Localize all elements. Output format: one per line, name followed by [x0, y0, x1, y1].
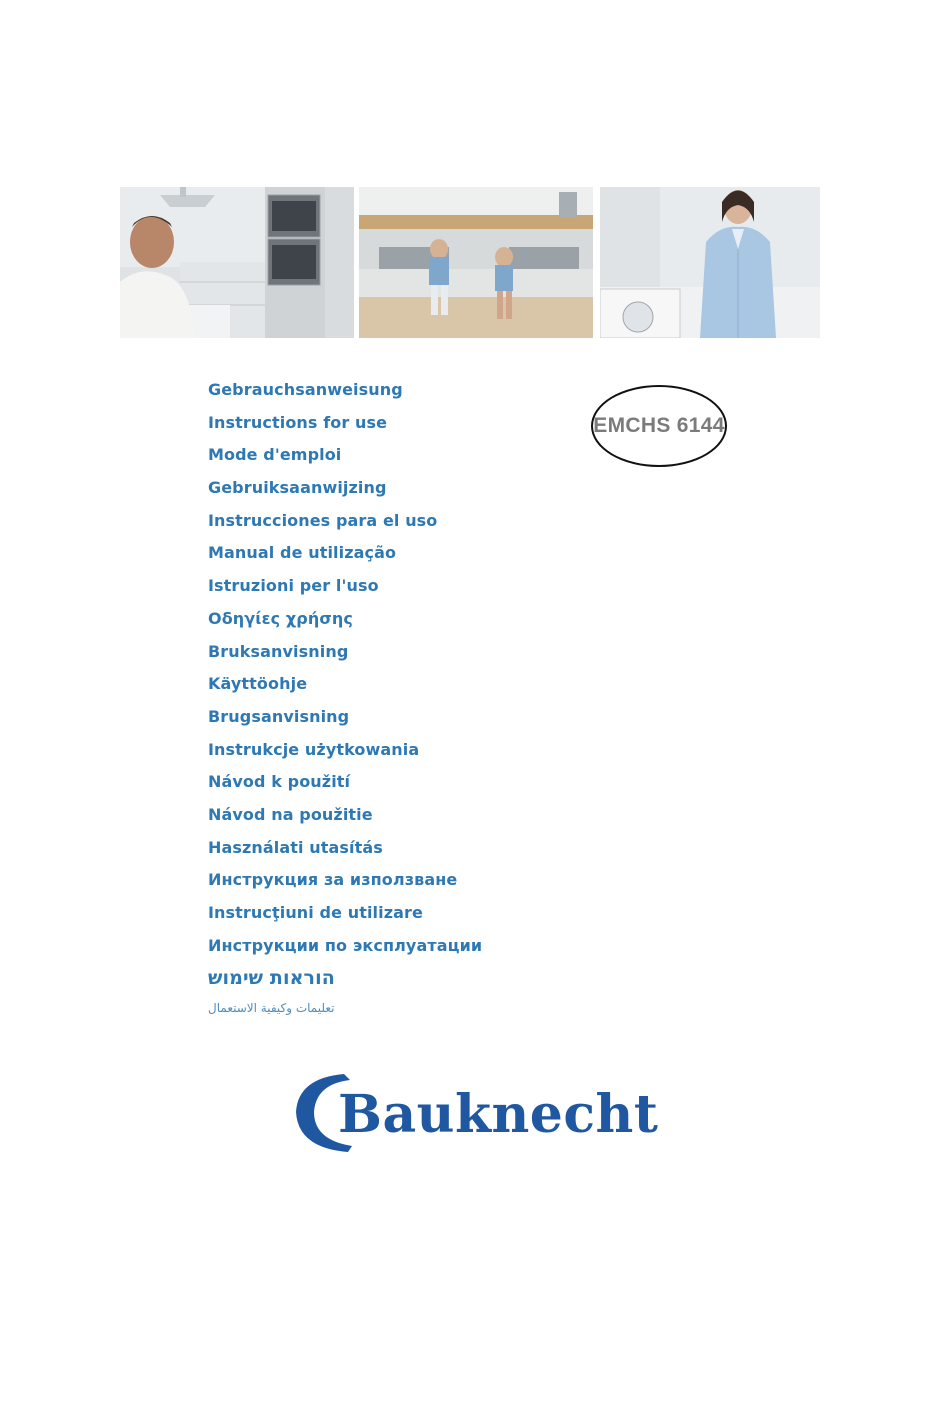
lang-italian: Istruzioni per l'uso — [208, 576, 379, 596]
lang-polish: Instrukcje użytkowania — [208, 739, 420, 759]
photo-kitchen-ovens — [120, 187, 354, 338]
model-number: EMCHS 6144 — [593, 414, 725, 437]
lang-portuguese: Manual de utilização — [208, 543, 397, 563]
photo-children-kitchen-drawer — [359, 187, 593, 338]
lang-greek: Οδηγίες χρήσης — [208, 608, 353, 628]
lang-english: Instructions for use — [208, 412, 388, 432]
lang-swedish: Bruksanvisning — [208, 641, 349, 661]
lang-french: Mode d'emploi — [208, 445, 342, 465]
lang-romanian: Instrucţiuni de utilizare — [208, 903, 423, 922]
lang-dutch: Gebruiksaanwijzing — [208, 478, 387, 498]
lang-finnish: Käyttöohje — [208, 674, 308, 694]
lang-spanish: Instrucciones para el uso — [208, 510, 438, 530]
lang-bulgarian: Инструкция за използване — [208, 870, 458, 890]
lang-slovak: Návod na použitie — [208, 804, 373, 824]
brand-name: Bauknecht — [338, 1084, 659, 1145]
lang-hebrew: הוראות שימוש — [208, 967, 335, 990]
lang-danish: Brugsanvisning — [208, 706, 350, 726]
lang-czech: Návod k použití — [208, 772, 351, 792]
lang-hungarian: Használati utasítás — [208, 837, 383, 857]
lang-russian: Инструкции по эксплуатации — [208, 935, 483, 955]
language-list — [208, 377, 482, 1031]
photo-woman-laundry — [600, 187, 820, 338]
lang-arabic: تعليمات وكيفية الاستعمال — [208, 1001, 335, 1016]
lang-german: Gebrauchsanweisung — [208, 380, 403, 399]
